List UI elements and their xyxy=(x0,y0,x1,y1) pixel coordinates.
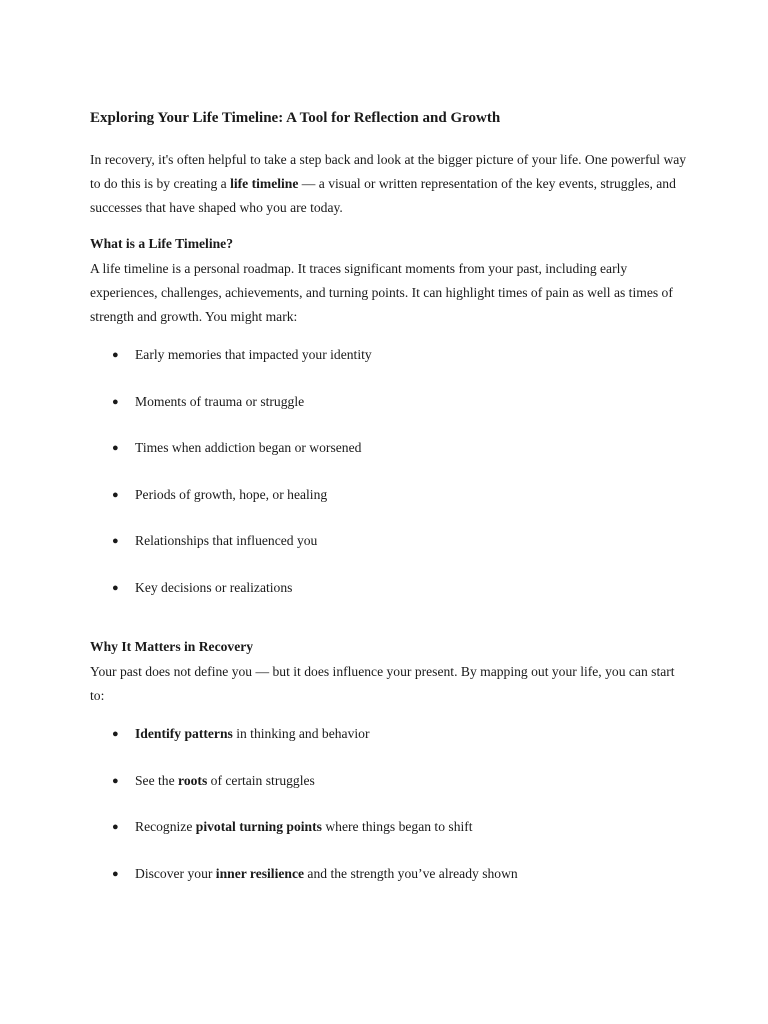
bullet-icon: ● xyxy=(112,442,119,454)
bullet-list-recovery-benefits xyxy=(90,724,690,910)
list-item xyxy=(90,531,690,578)
section-why-it-matters-paragraph: Your past does not define you — but it does influence your present. By mapping out your life, you can start to: xyxy=(90,664,675,703)
intro-text-before: In recovery, it's often helpful to take a step back and look at the bigger picture of your life. One powerful way to do this is by creating a xyxy=(90,152,687,191)
bullet-list-timeline-marks xyxy=(90,345,690,624)
intro-bold-term: life timeline xyxy=(230,176,299,191)
list-item-text: Key decisions or realizations xyxy=(135,579,293,595)
list-item xyxy=(90,345,690,392)
list-item xyxy=(90,864,690,911)
intro-text-after: — a visual or written representation of the key events, struggles, and successes that have shaped who you are today. xyxy=(90,176,676,215)
list-item-text: Moments of trauma or struggle xyxy=(135,393,305,409)
section-what-is-paragraph: A life timeline is a personal roadmap. It traces significant moments from your past, including early experiences, challenges, achievements, and turning points. It can highlight times of pain as well as times of strength and growth. You might mark: xyxy=(90,261,673,324)
list-item-text: Identify patterns in thinking and behavior xyxy=(135,726,370,741)
bullet-icon: ● xyxy=(112,821,119,833)
document-title: Exploring Your Life Timeline: A Tool for Reflection and Growth xyxy=(90,110,501,126)
intro-paragraph xyxy=(90,148,690,220)
bullet-icon: ● xyxy=(112,581,119,594)
section-heading-why-it-matters: Why It Matters in Recovery xyxy=(90,639,254,654)
bullet-icon: ● xyxy=(112,774,119,787)
list-item xyxy=(90,771,690,818)
list-item-text: Recognize pivotal turning points where things began to shift xyxy=(135,819,473,834)
bullet-icon: ● xyxy=(112,867,119,880)
list-item-text: Discover your inner resilience and the strength you’ve already shown xyxy=(135,865,518,881)
list-item-text: Periods of growth, hope, or healing xyxy=(135,486,328,502)
list-item-text: Relationships that influenced you xyxy=(135,533,318,548)
section-heading-what-is: What is a Life Timeline? xyxy=(90,236,233,251)
list-item xyxy=(90,724,690,771)
bullet-icon: ● xyxy=(112,395,119,408)
list-item xyxy=(90,578,690,625)
bullet-icon: ● xyxy=(112,349,119,361)
list-item xyxy=(90,485,690,532)
list-item xyxy=(90,392,690,439)
list-item-text: See the roots of certain struggles xyxy=(135,772,315,788)
bullet-icon: ● xyxy=(112,535,119,547)
bullet-icon: ● xyxy=(112,728,119,740)
bullet-icon: ● xyxy=(112,488,119,501)
list-item xyxy=(90,438,690,485)
list-item xyxy=(90,817,690,864)
list-item-text: Early memories that impacted your identity xyxy=(135,347,372,362)
list-item-text: Times when addiction began or worsened xyxy=(135,440,362,455)
